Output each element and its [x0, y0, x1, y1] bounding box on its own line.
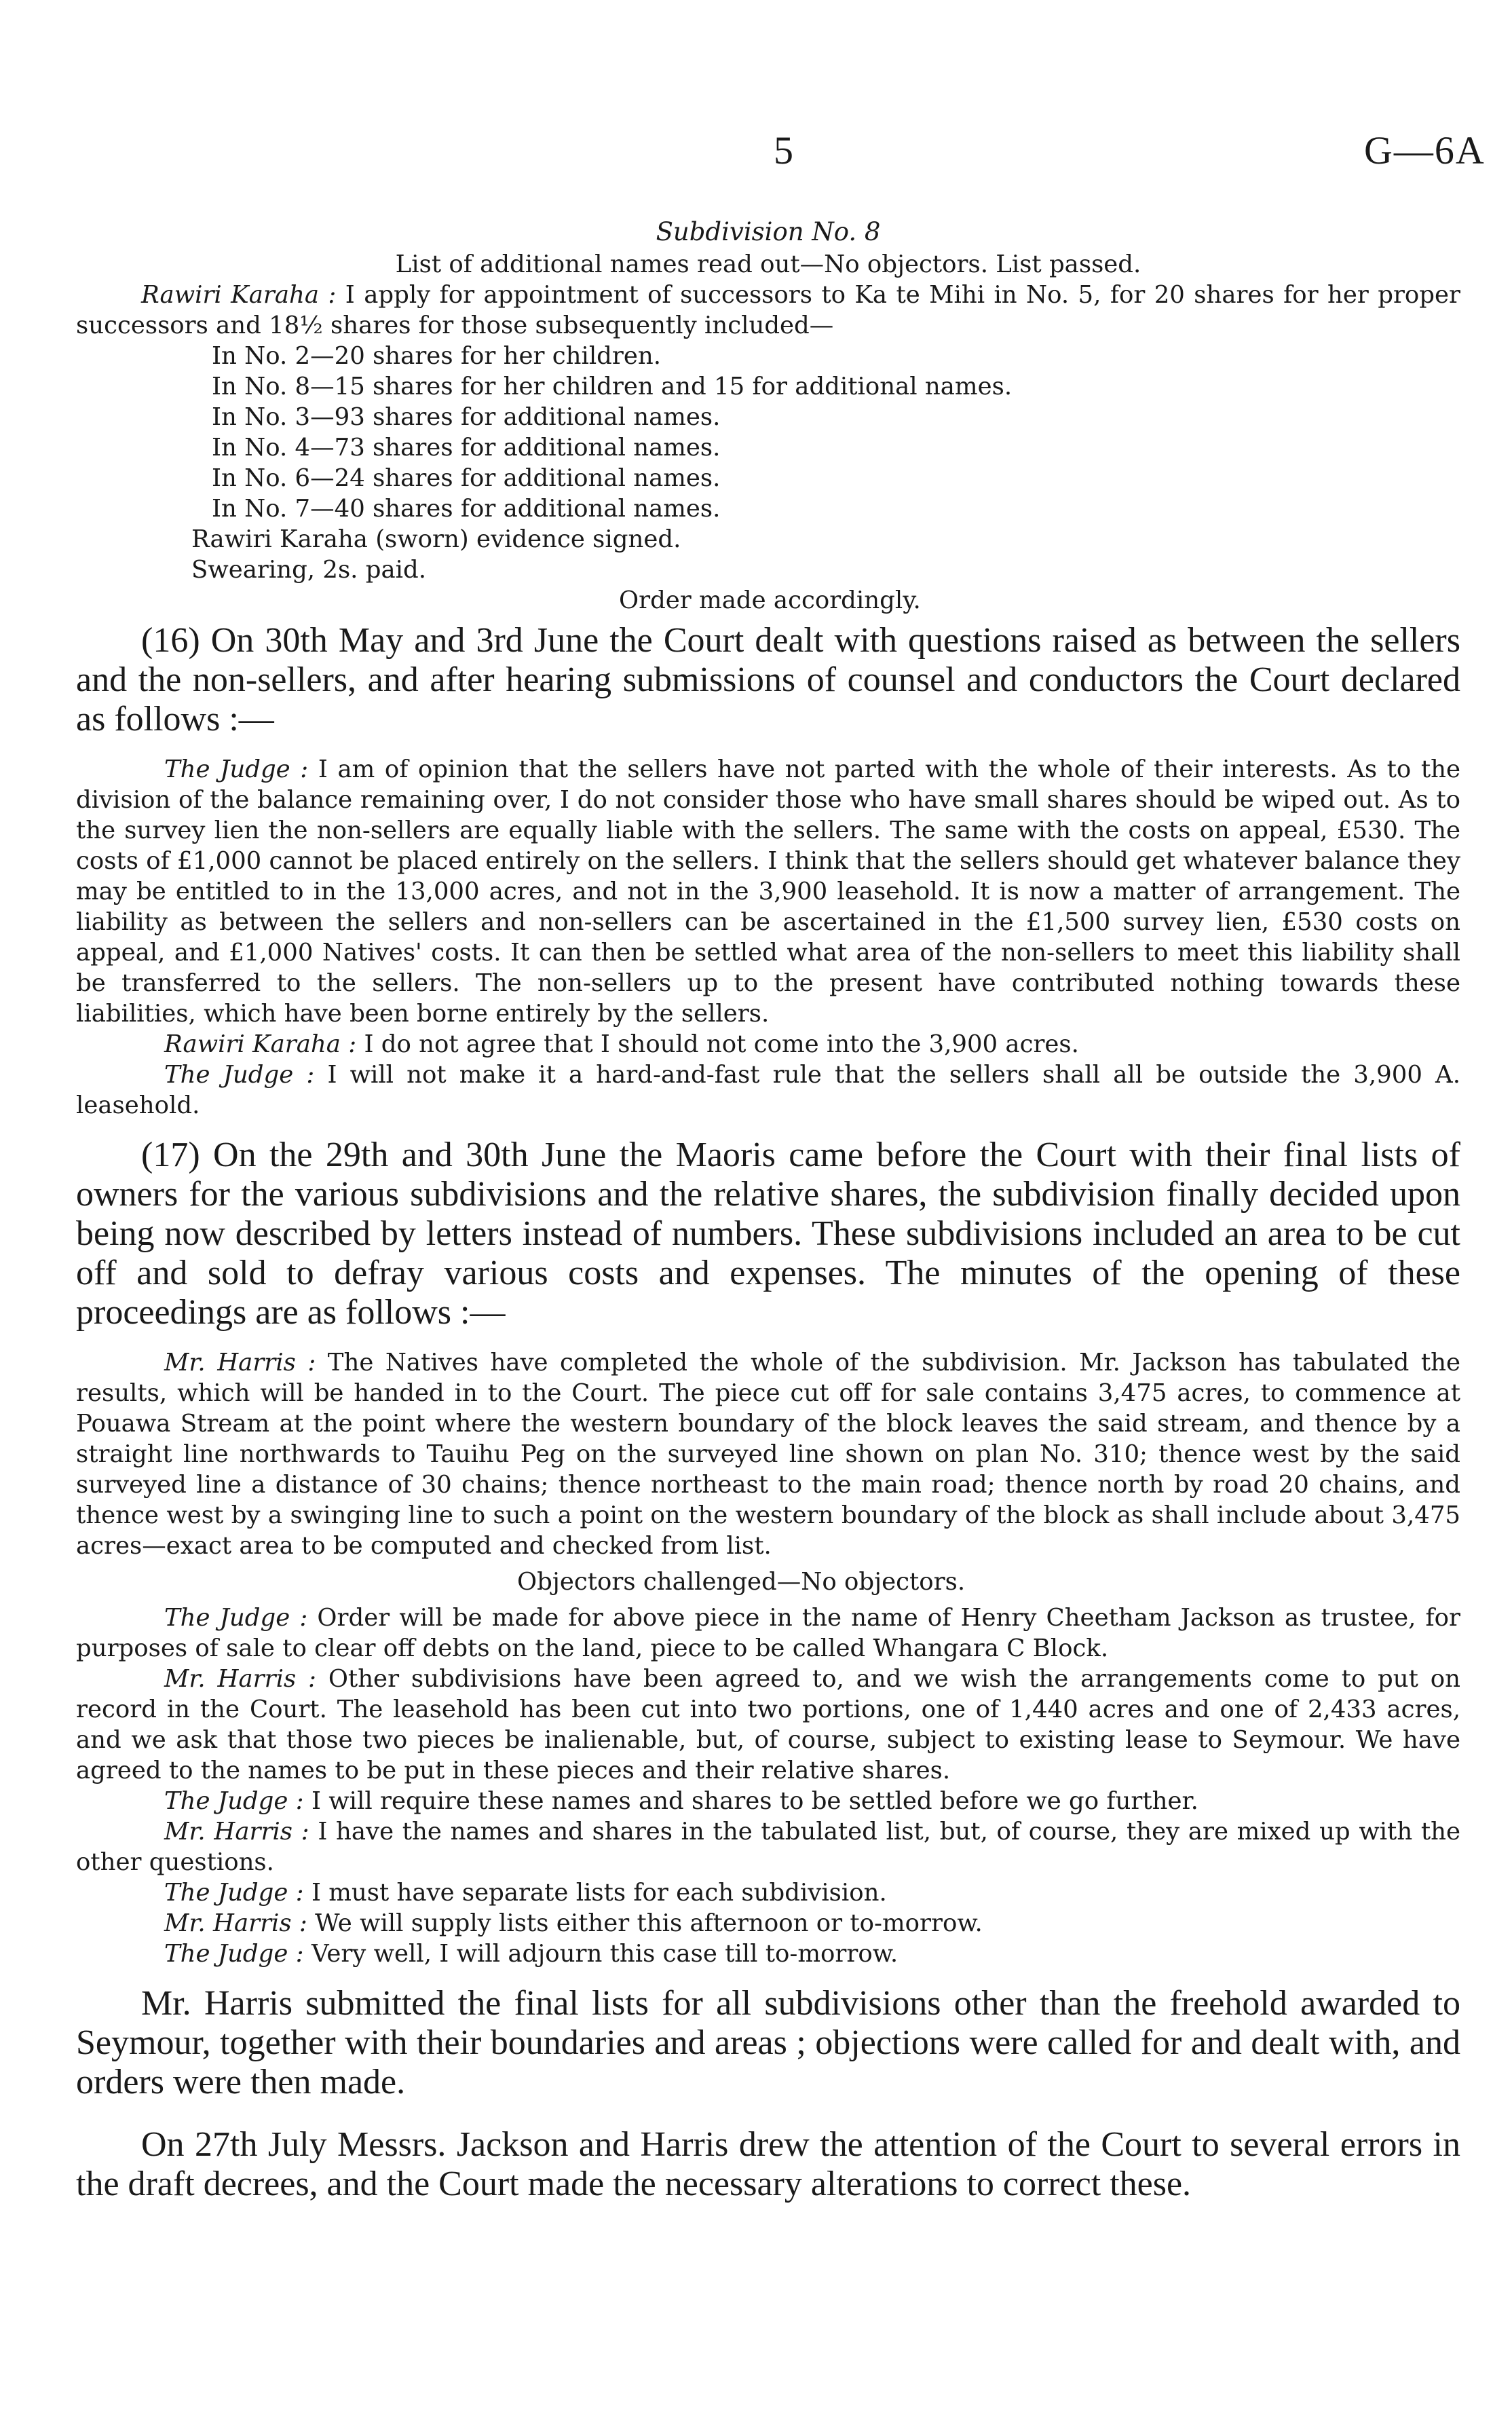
allocation-item: In No. 2—20 shares for her children.: [212, 342, 662, 370]
speaker-name: The Judge :: [164, 1604, 308, 1632]
closing-section: [76, 1984, 1460, 2204]
speaker-name: Mr. Harris :: [164, 1909, 307, 1937]
speech-text: I do not agree that I should not come into the 3,900 acres.: [364, 1030, 1079, 1058]
speaker-name: Rawiri Karaha :: [164, 1030, 357, 1058]
paragraph-16: (16) On 30th May and 3rd June the Court dealt with questions raised as between the sellers and the non-sellers, and after hearing submissions of counsel and conductors the Court declared as follows :—: [76, 621, 1460, 738]
list-note: List of additional names read out—No objectors. List passed.: [395, 250, 1141, 278]
speaker-name: Rawiri Karaha :: [141, 281, 337, 309]
parliamentary-paper-reference: G—6A: [1364, 128, 1486, 172]
speech-text: I have the names and shares in the tabulated list, but, of course, they are mixed up with the other questions.: [76, 1818, 1460, 1876]
evidence-line: Rawiri Karaha (sworn) evidence signed.: [191, 525, 681, 553]
speech-text: Very well, I will adjourn this case till to-morrow.: [311, 1940, 899, 1968]
judge-statement: [76, 754, 1460, 1029]
judge-statement: [76, 1877, 1460, 1908]
paragraph-16-section: [76, 621, 1460, 1121]
speech-text: The Natives have completed the whole of the subdivision. Mr. Jackson has tabulated the results, which will be handed in to the Court. The piece cut off for sale contains 3,475 acres, to commence at Pouawa Stream at the point where the western boundary of the block leaves the said stream, and thence by a straight line northwards to Tauihu Peg on the surveyed line shown on plan No. 310; thence west by the said surveyed line a distance of 30 chains; thence northeast to the main road; thence north by road 20 chains, and thence west by a swinging line to such a point on the western boundary of the block as shall include about 3,475 acres—exact area to be computed and checked from list.: [76, 1349, 1460, 1560]
harris-statement: [76, 1816, 1460, 1877]
speech-text: We will supply lists either this afternoon or to-morrow.: [315, 1909, 983, 1937]
application-paragraph: [76, 280, 1460, 341]
subdivision-section: [76, 217, 1460, 616]
paragraph-17-section: [76, 1136, 1460, 1969]
allocation-item: In No. 4—73 shares for additional names.: [212, 434, 721, 462]
speech-text: I will require these names and shares to be settled before we go further.: [311, 1787, 1198, 1815]
speaker-name: The Judge :: [164, 1787, 304, 1815]
speech-text: I apply for appointment of successors to Ka te Mihi in No. 5, for 20 shares for her proper successors and 18½ shares for those subsequently included—: [76, 281, 1460, 339]
judge-statement: [76, 1939, 1460, 1969]
closing-paragraph-2: On 27th July Messrs. Jackson and Harris drew the attention of the Court to several errors in the draft decrees, and the Court made the necessary alterations to correct these.: [76, 2125, 1460, 2203]
speech-text: I will not make it a hard-and-fast rule that the sellers shall all be outside the 3,900 A. leasehold.: [76, 1061, 1460, 1119]
objectors-line: Objectors challenged—No objectors.: [517, 1568, 966, 1596]
speaker-name: The Judge :: [164, 1940, 304, 1968]
allocation-item: In No. 7—40 shares for additional names.: [212, 495, 721, 523]
judge-statement: [76, 1786, 1460, 1816]
allocation-item: In No. 3—93 shares for additional names.: [212, 403, 721, 431]
paragraph-17: (17) On the 29th and 30th June the Maoris came before the Court with their final lists of owners for the various subdivisions and the relative shares, the subdivision finally decided upon being now described by letters instead of numbers. These subdivisions included an area to be cut off and sold to defray various costs and expenses. The minutes of the opening of these proceedings are as follows :—: [76, 1136, 1460, 1332]
harris-statement: [76, 1347, 1460, 1561]
speech-text: Other subdivisions have been agreed to, and we wish the arrangements come to put on record in the Court. The leasehold has been cut into two portions, one of 1,440 acres and one of 2,433 acres, and we ask that those two pieces be inalienable, but, of course, subject to existing lease to Seymour. We have agreed to the names to be put in these pieces and their relative shares.: [76, 1665, 1460, 1784]
speaker-name: The Judge :: [164, 1879, 304, 1907]
order-line: Order made accordingly.: [619, 586, 921, 614]
rawiri-statement: [76, 1029, 1460, 1060]
judge-statement: [76, 1060, 1460, 1121]
speaker-name: Mr. Harris :: [164, 1818, 309, 1846]
page-number: 5: [774, 128, 793, 172]
swearing-fee-line: Swearing, 2s. paid.: [191, 556, 426, 584]
speech-text: I am of opinion that the sellers have not parted with the whole of their interests. As to the division of the balance remaining over, I do not consider those who have small shares should be wiped out. As to the survey lien the non-sellers are equally liable with the sellers. The same with the costs on appeal, £530. The costs of £1,000 cannot be placed entirely on the sellers. I think that the sellers should get whatever balance they may be entitled to in the 13,000 acres, and not in the 3,900 leasehold. It is now a matter of arrangement. The liability as between the sellers and non-sellers can be ascertained in the £1,500 survey lien, £530 costs on appeal, and £1,000 Natives' costs. It can then be settled what area of the non-sellers to meet this liability shall be transferred to the sellers. The non-sellers up to the present have contributed nothing towards these liabilities, which have been borne entirely by the sellers.: [76, 755, 1460, 1028]
closing-paragraph-1: Mr. Harris submitted the final lists for all subdivisions other than the freehold awarded to Seymour, together with their boundaries and areas ; objections were called for and dealt with, and orders were then made.: [76, 1984, 1460, 2101]
judge-statement: [76, 1603, 1460, 1664]
speaker-name: The Judge :: [164, 1061, 315, 1089]
harris-statement: [76, 1908, 1460, 1939]
speech-text: Order will be made for above piece in the name of Henry Cheetham Jackson as trustee, for purposes of sale to clear off debts on the land, piece to be called Whangara C Block.: [76, 1604, 1460, 1662]
speaker-name: The Judge :: [164, 755, 309, 783]
speech-text: I must have separate lists for each subdivision.: [311, 1879, 887, 1907]
speaker-name: Mr. Harris :: [164, 1665, 316, 1693]
subdivision-heading: Subdivision No. 8: [656, 217, 881, 246]
speaker-name: Mr. Harris :: [164, 1349, 316, 1377]
share-allocation-list: [76, 341, 1460, 524]
allocation-item: In No. 6—24 shares for additional names.: [212, 464, 721, 492]
allocation-item: In No. 8—15 shares for her children and 15 for additional names.: [212, 373, 1013, 400]
harris-statement: [76, 1664, 1460, 1786]
document-body: [76, 217, 1460, 2204]
